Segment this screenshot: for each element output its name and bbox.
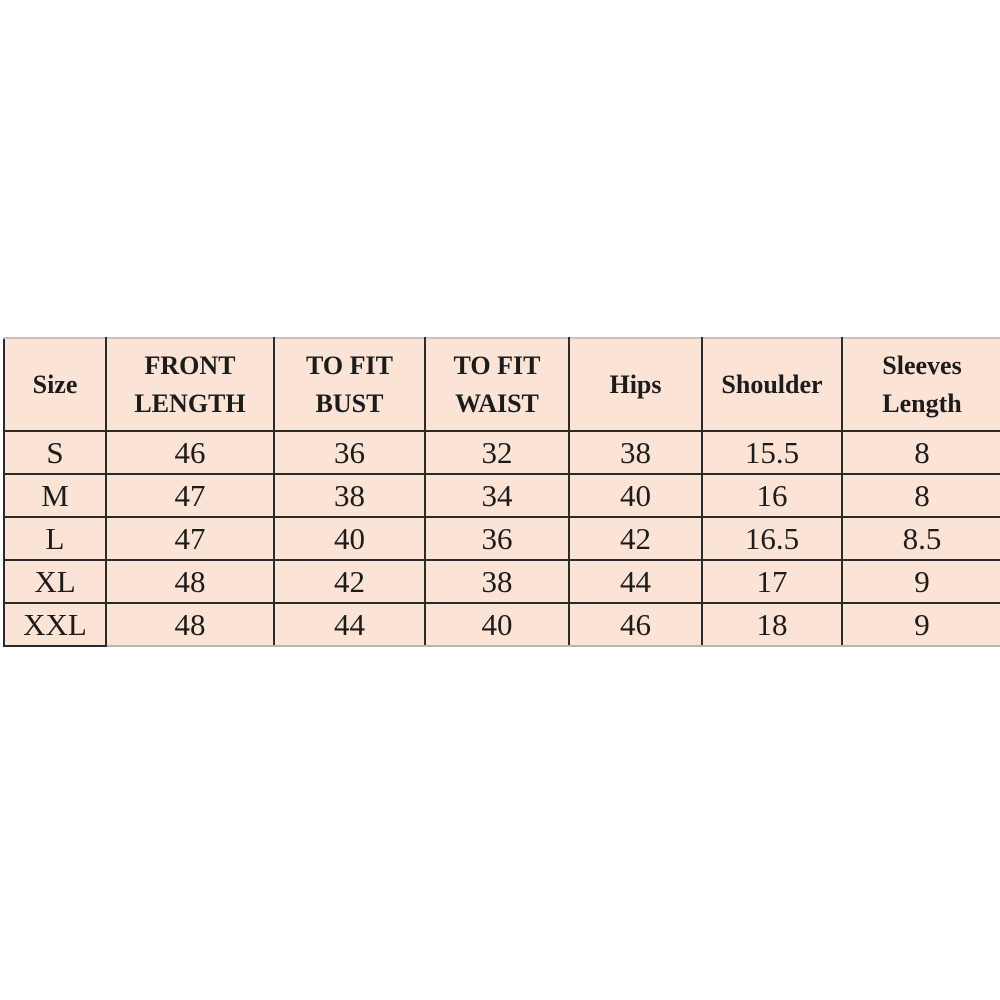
measurement-cell: 44 <box>274 603 425 646</box>
measurement-cell: 8 <box>842 431 1000 474</box>
header-cell-shoulder <box>702 338 842 431</box>
measurement-cell: 16.5 <box>702 517 842 560</box>
measurement-cell: 47 <box>106 517 274 560</box>
measurement-cell: 47 <box>106 474 274 517</box>
measurement-cell: 9 <box>842 560 1000 603</box>
measurement-cell: 36 <box>425 517 569 560</box>
table-row <box>4 474 1000 517</box>
measurement-cell: 48 <box>106 560 274 603</box>
measurement-cell: 15.5 <box>702 431 842 474</box>
measurement-cell: 48 <box>106 603 274 646</box>
measurement-cell: 40 <box>569 474 702 517</box>
table-row <box>4 431 1000 474</box>
measurement-cell: 38 <box>274 474 425 517</box>
header-label: WAIST <box>455 388 539 418</box>
measurement-cell: 38 <box>569 431 702 474</box>
table-row <box>4 603 1000 646</box>
measurement-cell: 40 <box>274 517 425 560</box>
measurement-cell: 9 <box>842 603 1000 646</box>
size-label-cell: XL <box>4 560 106 603</box>
header-row <box>4 338 1000 431</box>
header-label: Hips <box>609 369 662 399</box>
measurement-cell: 40 <box>425 603 569 646</box>
measurement-cell: 36 <box>274 431 425 474</box>
header-label: FRONT <box>144 350 236 380</box>
size-label-cell: M <box>4 474 106 517</box>
table-row <box>4 517 1000 560</box>
measurement-cell: 44 <box>569 560 702 603</box>
measurement-cell: 8.5 <box>842 517 1000 560</box>
header-label: BUST <box>315 388 384 418</box>
header-cell-hips <box>569 338 702 431</box>
size-label-cell: XXL <box>4 603 106 646</box>
measurement-cell: 46 <box>106 431 274 474</box>
header-label: Shoulder <box>721 369 823 399</box>
measurement-cell: 16 <box>702 474 842 517</box>
measurement-cell: 18 <box>702 603 842 646</box>
size-chart-table <box>3 337 1000 647</box>
header-label: Length <box>882 388 962 418</box>
measurement-cell: 34 <box>425 474 569 517</box>
header-label: TO FIT <box>453 350 541 380</box>
size-label-cell: S <box>4 431 106 474</box>
header-label: Sleeves <box>882 350 962 380</box>
header-cell-front-length <box>106 338 274 431</box>
header-label: Size <box>32 369 78 399</box>
measurement-cell: 8 <box>842 474 1000 517</box>
header-cell-size <box>4 338 106 431</box>
measurement-cell: 17 <box>702 560 842 603</box>
table-row <box>4 560 1000 603</box>
size-chart-header <box>4 338 1000 431</box>
header-cell-to-fit-waist <box>425 338 569 431</box>
header-cell-sleeves-length <box>842 338 1000 431</box>
measurement-cell: 46 <box>569 603 702 646</box>
measurement-cell: 38 <box>425 560 569 603</box>
size-label-cell: L <box>4 517 106 560</box>
measurement-cell: 32 <box>425 431 569 474</box>
header-label: TO FIT <box>306 350 393 380</box>
header-cell-to-fit-bust <box>274 338 425 431</box>
size-chart-body <box>4 431 1000 646</box>
header-label: LENGTH <box>134 388 246 418</box>
measurement-cell: 42 <box>569 517 702 560</box>
measurement-cell: 42 <box>274 560 425 603</box>
